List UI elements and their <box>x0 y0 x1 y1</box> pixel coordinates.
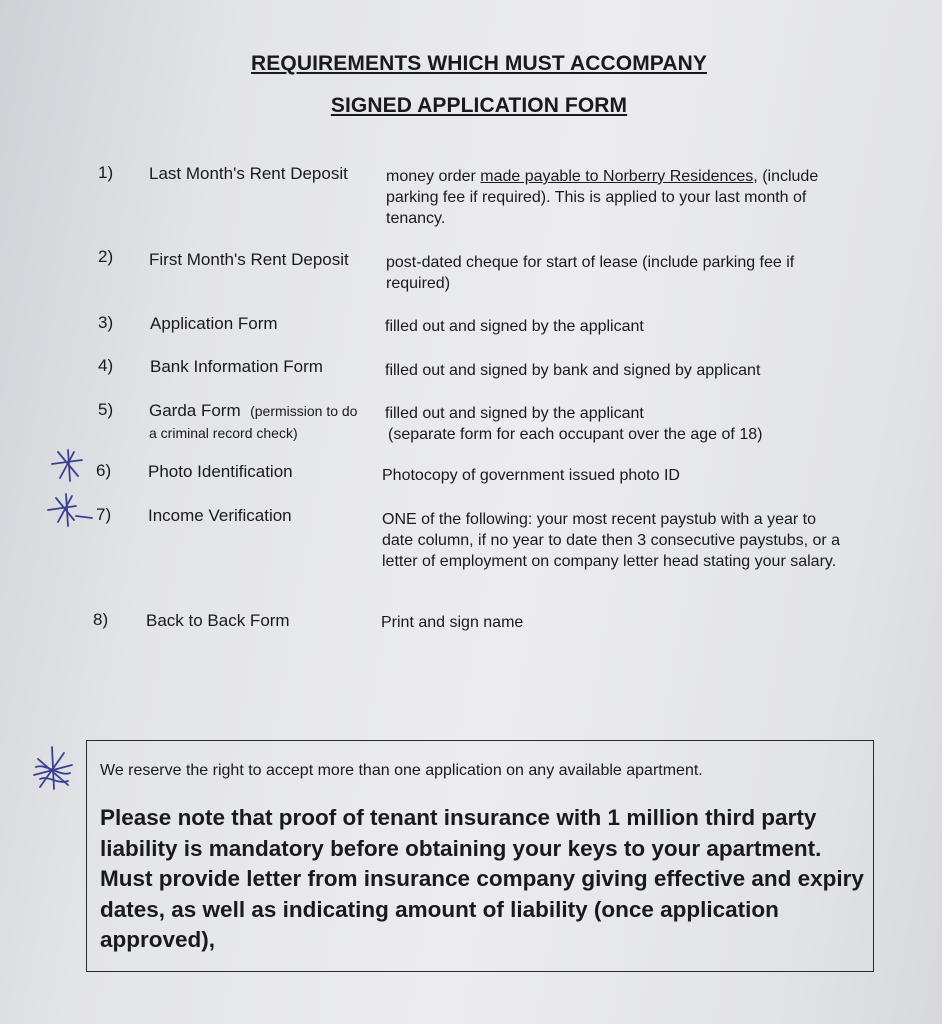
asterisk-mark-icon <box>48 448 88 484</box>
item-label: Income Verification <box>148 506 292 525</box>
notice-box <box>86 740 874 972</box>
asterisk-mark-icon <box>30 745 78 791</box>
item-number: 5) <box>98 400 114 419</box>
item-label: First Month's Rent Deposit <box>149 250 349 269</box>
document-title-line1: REQUIREMENTS WHICH MUST ACCOMPANY <box>251 52 707 75</box>
item-label: Application Form <box>150 314 278 333</box>
item-description: filled out and signed by the applicant <box>385 318 644 335</box>
asterisk-mark-icon <box>46 492 96 528</box>
item-description: ONE of the following: your most recent paystub with a year to date column, if no year to date then 3 consecutive paystubs, or a letter of employment on company letter head stating your salary. <box>382 511 841 570</box>
item-description: filled out and signed by the applicant <box>385 405 644 422</box>
item-label: Bank Information Form <box>150 357 323 376</box>
notice-insurance-text: Please note that proof of tenant insurance with 1 million third party liability is mandatory before obtaining your keys to your apartment. Must provide letter from insurance company giving effective and expiry dates, as well as indicating amount of liability (once application approved), <box>100 805 864 952</box>
item-description: Photocopy of government issued photo ID <box>382 467 680 484</box>
item-description: post-dated cheque for start of lease (include parking fee if required) <box>386 254 795 292</box>
item-label: Garda Form (permission to do a criminal record check) <box>149 401 358 441</box>
item-label: Back to Back Form <box>146 611 290 630</box>
item-description: Print and sign name <box>381 614 524 631</box>
item-label-note: (permission to do a criminal record check) <box>149 403 358 441</box>
item-number: 2) <box>98 247 114 266</box>
item-description-line2: (separate form for each occupant over the age of 18) <box>388 426 763 443</box>
item-number: 8) <box>93 610 109 629</box>
item-number: 1) <box>98 163 114 182</box>
item-description: filled out and signed by bank and signed by applicant <box>385 362 761 379</box>
item-label: Photo Identification <box>148 462 293 481</box>
item-description: money order made payable to Norberry Residences, (include parking fee if required). This is applied to your last month of tenancy. <box>386 168 819 227</box>
notice-small-text: We reserve the right to accept more than one application on any available apartment. <box>100 762 703 779</box>
item-label: Last Month's Rent Deposit <box>149 164 348 183</box>
payee-underlined-text: made payable to Norberry Residences <box>480 168 754 185</box>
document-title-line2: SIGNED APPLICATION FORM <box>330 94 628 117</box>
item-number: 7) <box>96 505 112 524</box>
item-number: 6) <box>96 461 112 480</box>
item-number: 3) <box>98 313 114 332</box>
item-number: 4) <box>98 356 114 375</box>
